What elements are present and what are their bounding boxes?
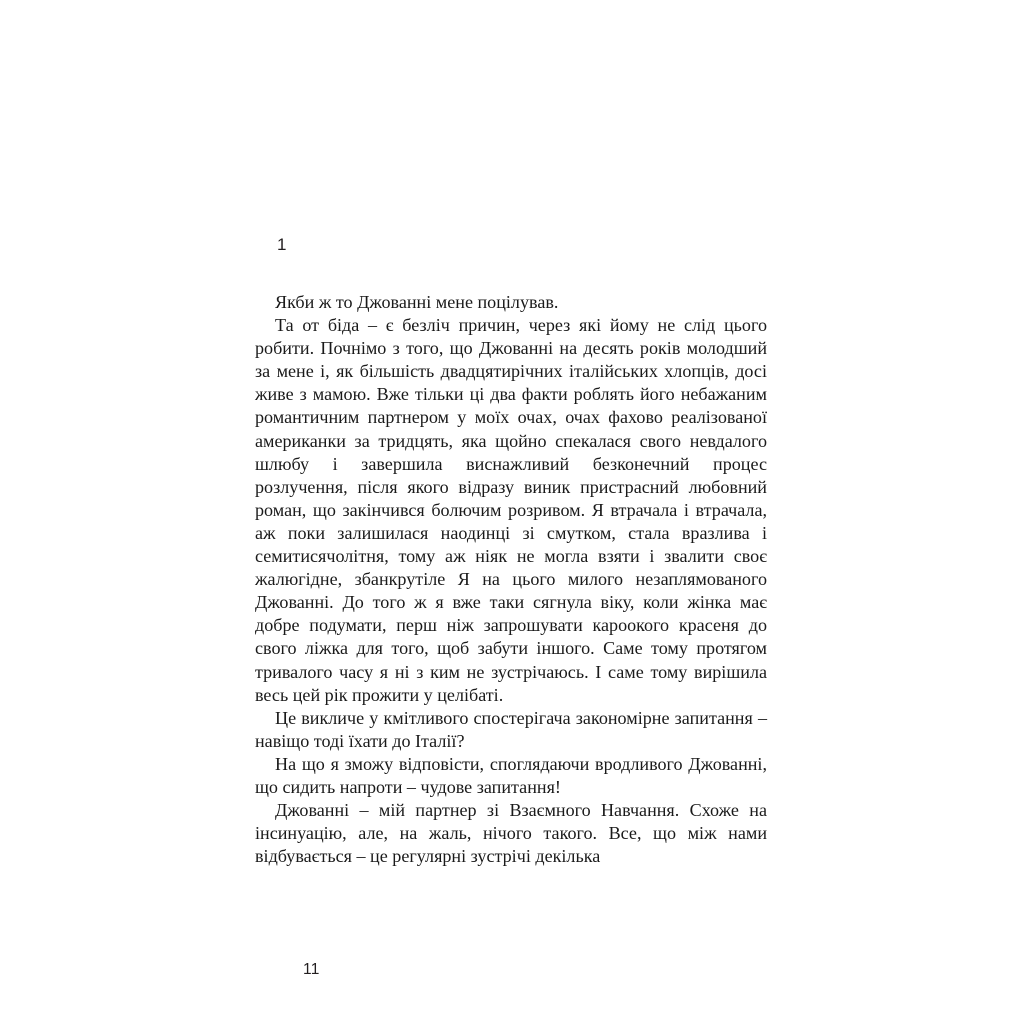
paragraph: Та от біда – є безліч причин, через які йому не слід цього робити. Почнімо з того, що Джованні на десять років молодший за мене і, як більшість двадцятирічних італійських хлопців, досі живе з мамою. Вже тільки ці два факти роблять його небажаним романтичним партнером у моїх очах, очах фахово реалізованої американки за тридцять, яка щойно спекалася свого невдалого шлюбу і завершила виснажливий безконечний процес розлучення, після якого відразу виник пристрасний любовний роман, що закінчився болючим розривом. Я втрачала і втрачала, аж поки залишилася наодинці зі смутком, стала вразлива і семитисячолітня, тому аж ніяк не могла взяти і звалити своє жалюгідне, збанкрутіле Я на цього милого незаплямованого Джованні. До того ж я вже таки сягнула віку, коли жінка має добре подумати, перш ніж запрошувати кароокого красеня до свого ліжка для того, щоб забути іншого. Саме тому протягом тривалого часу я ні з ким не зустрічаюсь. І саме тому вирішила весь цей рік прожити у целібаті. bbox=[255, 315, 767, 705]
body-text bbox=[255, 291, 767, 868]
chapter-number: 1 bbox=[277, 235, 287, 254]
text-column bbox=[255, 236, 767, 868]
paragraph: Це викличе у кмітливого спостерігача закономірне запитання – навіщо тоді їхати до Італії? bbox=[255, 707, 767, 751]
paragraph: Джованні – мій партнер зі Взаємного Навчання. Схоже на інсинуацію, але, на жаль, нічого такого. Все, що між нами відбувається – це регулярні зустрічі декілька bbox=[255, 800, 767, 867]
paragraph: Якби ж то Джованні мене поцілував. bbox=[275, 292, 559, 312]
paragraph: На що я зможу відповісти, споглядаючи вродливого Джованні, що сидить напроти – чудове запитання! bbox=[255, 753, 767, 797]
page-number: 11 bbox=[303, 961, 320, 978]
